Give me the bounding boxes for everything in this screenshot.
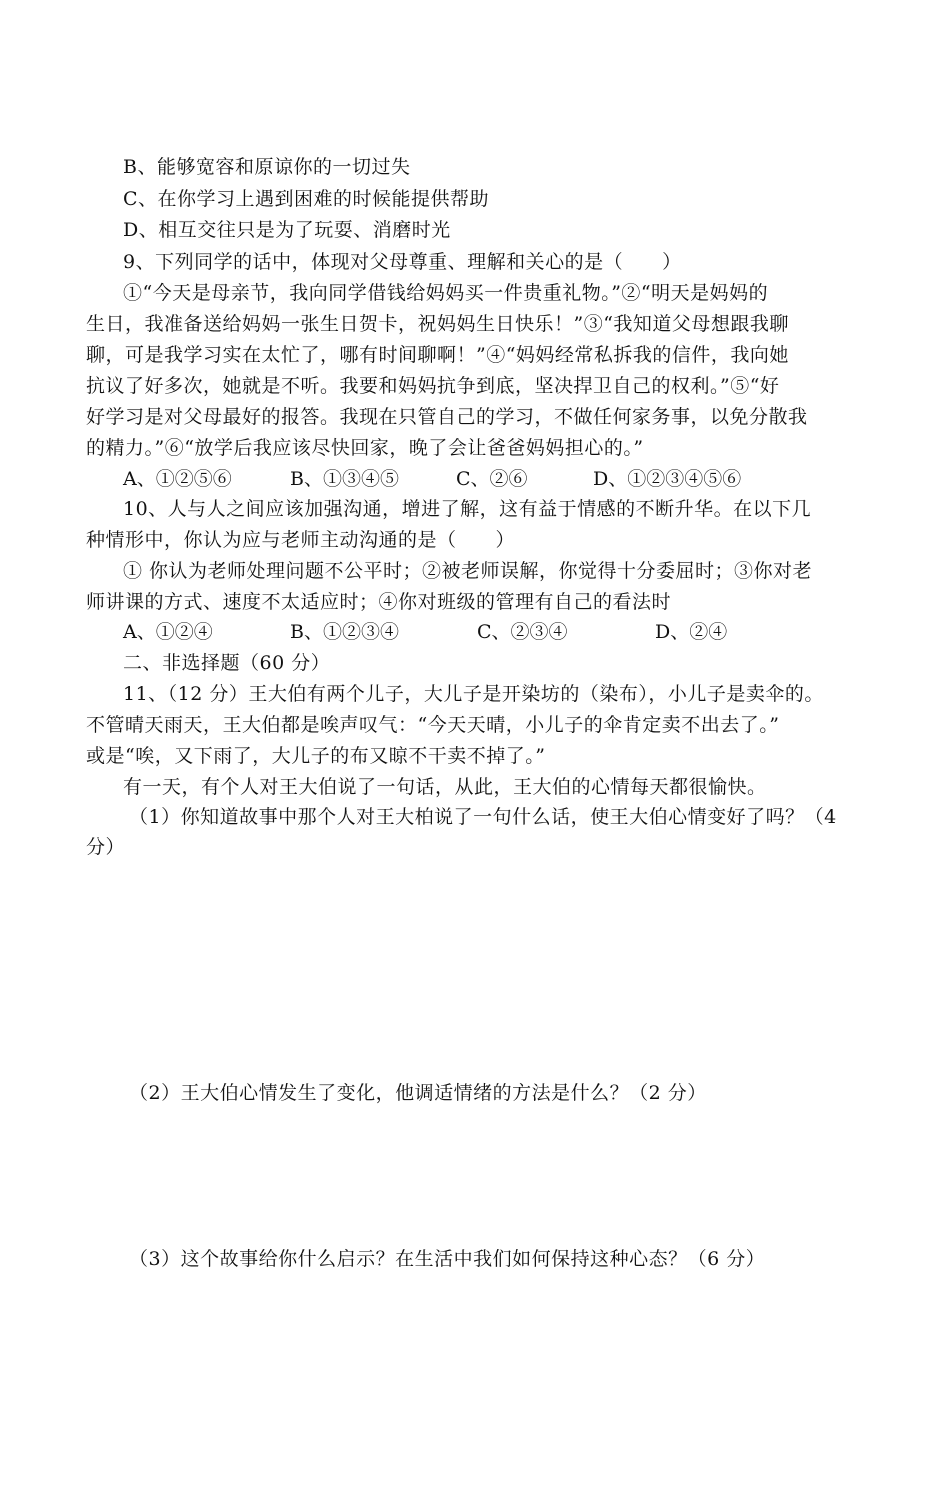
q10-stem: 10、人与人之间应该加强沟通，增进了解，这有益于情感的不断升华。在以下几 xyxy=(123,498,812,520)
q10-text-line: ① 你认为老师处理问题不公平时；②被老师误解，你觉得十分委屈时；③你对老 xyxy=(123,560,813,582)
q9-text-line: 的精力。”⑥“放学后我应该尽快回家，晚了会让爸爸妈妈担心的。” xyxy=(86,437,644,459)
q9-option-c: C、②⑥ xyxy=(456,468,528,490)
q11-subquestion-1: （1）你知道故事中那个人对王大柏说了一句什么话，使王大伯心情变好了吗？（4 xyxy=(129,806,837,828)
q9-stem: 9、下列同学的话中，体现对父母尊重、理解和关心的是（ ） xyxy=(123,251,682,273)
q9-text-line: 聊，可是我学习实在太忙了，哪有时间聊啊！”④“妈妈经常私拆我的信件，我向她 xyxy=(86,344,789,366)
q11-subquestion-3: （3）这个故事给你什么启示？在生活中我们如何保持这种心态？（6 分） xyxy=(129,1248,766,1270)
q9-option-d: D、①②③④⑤⑥ xyxy=(593,468,742,490)
q8-option-d: D、相互交往只是为了玩耍、消磨时光 xyxy=(123,219,451,241)
q10-option-b: B、①②③④ xyxy=(290,621,399,643)
q9-text-line: 好学习是对父母最好的报答。我现在只管自己的学习，不做任何家务事，以免分散我 xyxy=(86,406,808,428)
section-heading: 二、非选择题（60 分） xyxy=(123,652,331,674)
q9-text-line: ①“今天是母亲节，我向同学借钱给妈妈买一件贵重礼物。”②“明天是妈妈的 xyxy=(123,282,769,304)
q11-text-line: 不管晴天雨天，王大伯都是唉声叹气：“今天天晴，小儿子的伞肯定卖不出去了。” xyxy=(86,714,780,736)
q11-stem: 11、（12 分）王大伯有两个儿子，大儿子是开染坊的（染布），小儿子是卖伞的。 xyxy=(123,683,824,705)
q9-option-b: B、①③④⑤ xyxy=(290,468,399,490)
q11-subquestion-2: （2）王大伯心情发生了变化，他调适情绪的方法是什么？（2 分） xyxy=(129,1082,707,1104)
q11-subquestion-1-cont: 分） xyxy=(86,836,126,858)
q11-text-line: 有一天，有个人对王大伯说了一句话，从此，王大伯的心情每天都很愉快。 xyxy=(123,776,767,798)
q9-text-line: 抗议了好多次，她就是不听。我要和妈妈抗争到底，坚决捍卫自己的权利。”⑤“好 xyxy=(86,375,780,397)
q8-option-b: B、能够宽容和原谅你的一切过失 xyxy=(123,156,411,178)
q9-option-a: A、①②⑤⑥ xyxy=(123,468,232,490)
q8-option-c: C、在你学习上遇到困难的时候能提供帮助 xyxy=(123,188,490,210)
q9-text-line: 生日，我准备送给妈妈一张生日贺卡，祝妈妈生日快乐！”③“我知道父母想跟我聊 xyxy=(86,313,789,335)
q10-stem-cont: 种情形中，你认为应与老师主动沟通的是（ ） xyxy=(86,529,516,551)
q10-option-c: C、②③④ xyxy=(477,621,568,643)
q10-option-d: D、②④ xyxy=(655,621,728,643)
q11-text-line: 或是“唉，又下雨了，大儿子的布又晾不干卖不掉了。” xyxy=(86,745,546,767)
q10-text-line: 师讲课的方式、速度不太适应时；④你对班级的管理有自己的看法时 xyxy=(86,591,672,613)
q10-option-a: A、①②④ xyxy=(123,621,213,643)
